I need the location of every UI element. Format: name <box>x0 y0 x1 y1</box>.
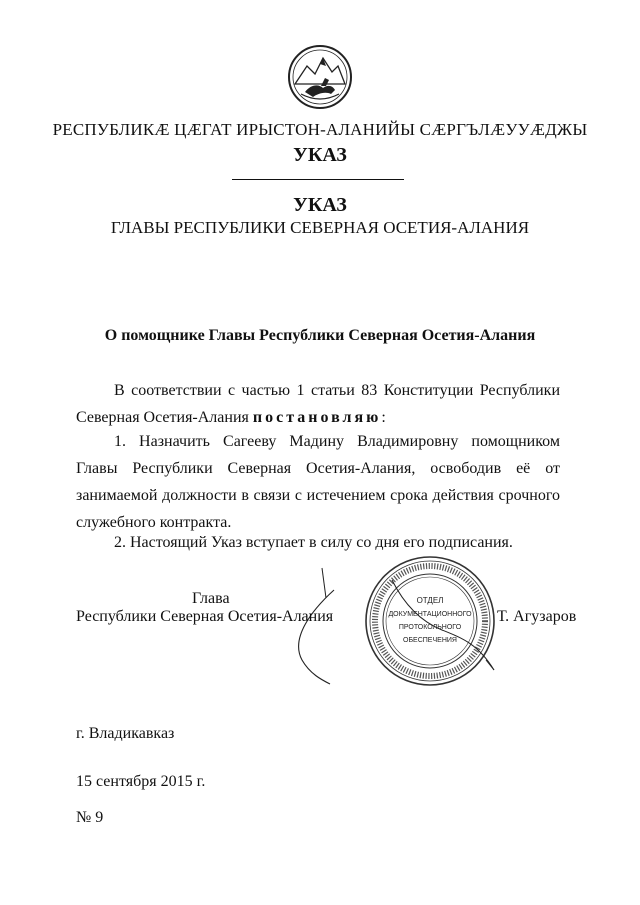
header-divider <box>232 179 404 180</box>
issue-date: 15 сентября 2015 г. <box>76 773 206 790</box>
signature-title-line-1: Глава <box>192 590 230 607</box>
clause-1-text: 1. Назначить Сагееву Мадину Владимировну помощником Главы Республики Северная Осетия-Алания, освободив её от занимаемой должности в связи с истечением срока действия срочного служебного контракта. <box>76 433 560 531</box>
signatory-name: Т. Агузаров <box>497 608 577 625</box>
clause-1-paragraph <box>76 428 560 536</box>
decree-subject: О помощнике Главы Республики Северная Осетия-Алания <box>104 327 536 344</box>
decree-keyword: постановляю <box>252 409 382 426</box>
header-russian-title: ГЛАВЫ РЕСПУБЛИКИ СЕВЕРНАЯ ОСЕТИЯ-АЛАНИЯ <box>110 218 530 237</box>
clause-2-paragraph <box>76 529 560 556</box>
decree-number: № 9 <box>76 809 104 826</box>
ukaz-heading-russian: УКАЗ <box>293 194 347 216</box>
signature-title-line-2: Республики Северная Осетия-Алания <box>76 608 334 625</box>
header-ossetian-title: РЕСПУБЛИКӔ ЦӔГАТ ИРЫСТОН-АЛАНИЙЫ СӔРГЪЛӔУУӔДЖЫ <box>52 120 588 139</box>
seal-line-4: ОБЕСПЕЧЕНИЯ <box>403 637 457 644</box>
seal-line-3: ПРОТОКОЛЬНОГО <box>398 624 462 631</box>
preamble-tail: : <box>381 409 386 426</box>
preamble-paragraph <box>76 377 560 431</box>
clause-2-text: 2. Настоящий Указ вступает в силу со дня его подписания. <box>114 534 513 551</box>
seal-line-2: ДОКУМЕНТАЦИОННОГО <box>388 611 472 618</box>
issue-city: г. Владикавказ <box>76 725 175 742</box>
ukaz-heading-ossetian: УКАЗ <box>293 144 347 166</box>
coat-of-arms-emblem <box>285 44 355 110</box>
preamble-text: В соответствии с частью 1 статьи 83 Конституции Республики Северная Осетия-Алания <box>76 382 560 426</box>
seal-line-1: ОТДЕЛ <box>416 596 444 605</box>
